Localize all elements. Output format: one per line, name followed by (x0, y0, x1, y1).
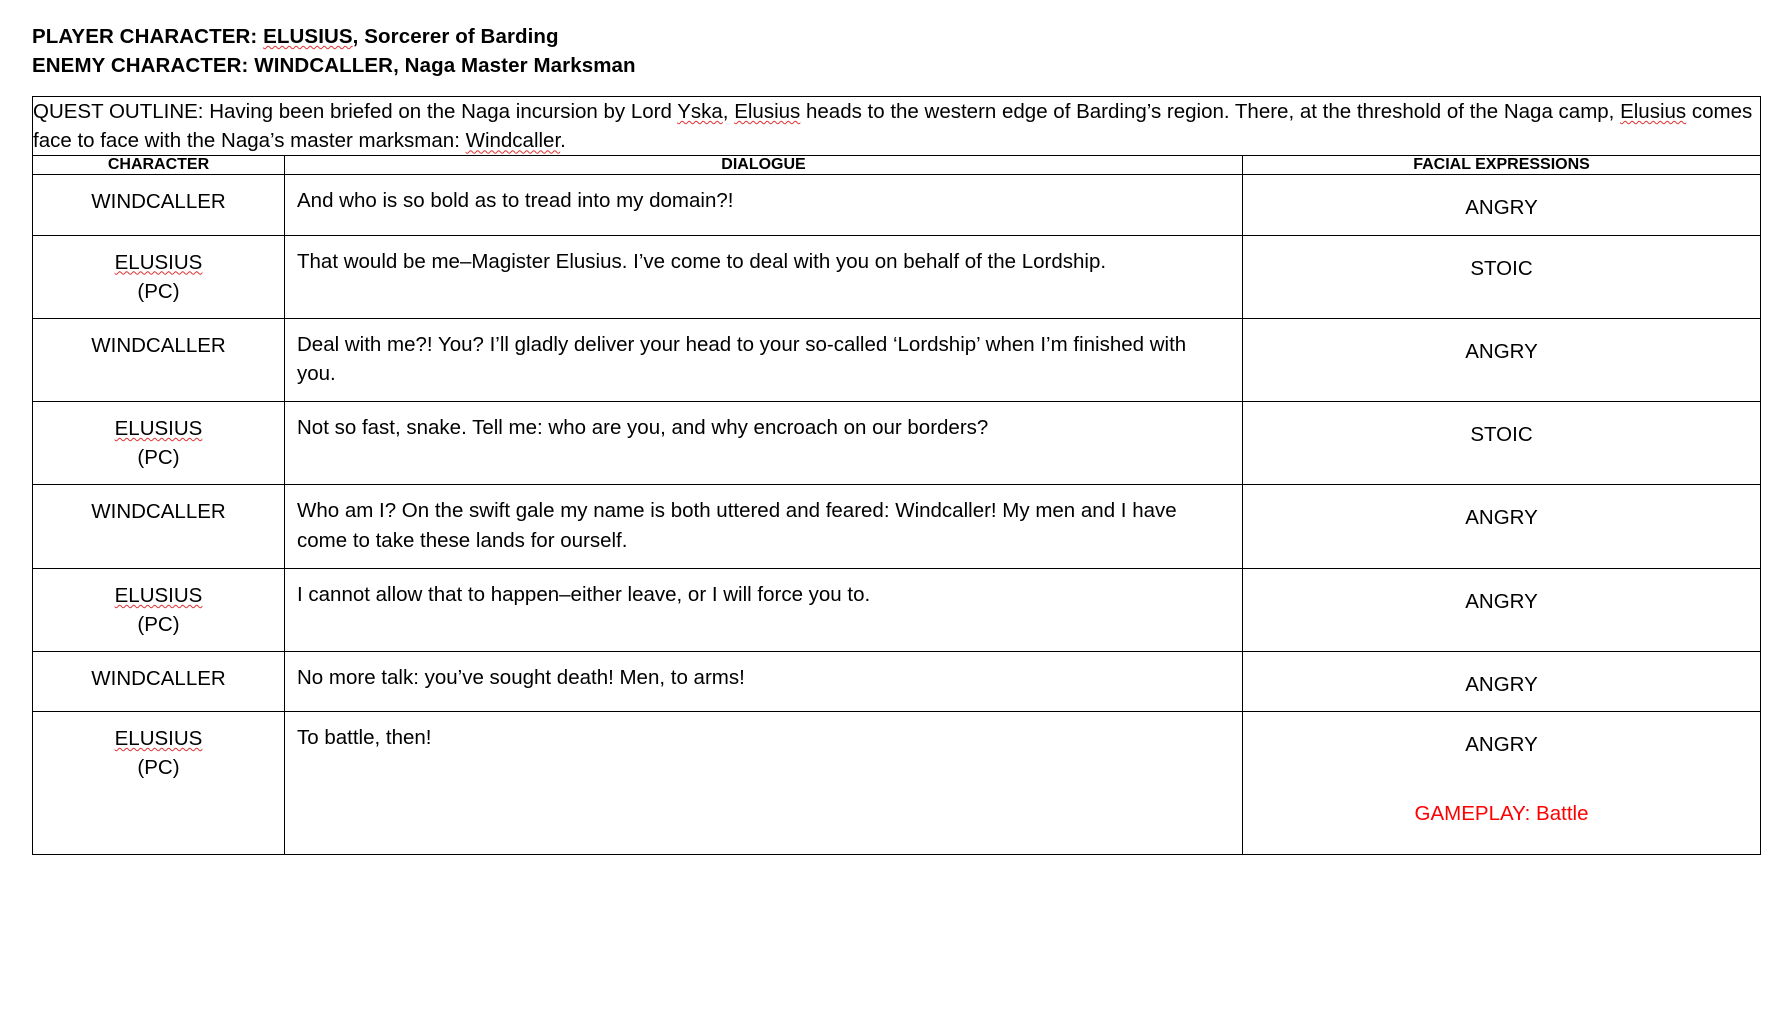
dialogue-cell: To battle, then! (285, 712, 1243, 855)
expression-label: ANGRY (1465, 673, 1538, 697)
quest-outline-misspelled-2: Elusius (734, 100, 801, 124)
character-cell (33, 485, 285, 568)
character-name: ELUSIUS (114, 583, 203, 607)
column-header-dialogue: DIALOGUE (285, 156, 1243, 175)
player-character-line (32, 22, 1762, 51)
expression-label: STOIC (1470, 423, 1533, 447)
dialogue-cell: Deal with me?! You? I’ll gladly deliver your head to your so-called ‘Lordship’ when I’m finished with you. (285, 318, 1243, 401)
quest-outline-misspelled-3: Elusius (1620, 100, 1687, 124)
quest-outline-text-2: , (722, 100, 735, 124)
expression-cell (1243, 652, 1761, 712)
column-header-facial-expressions: FACIAL EXPRESSIONS (1243, 156, 1761, 175)
expression-cell (1243, 402, 1761, 485)
dialogue-cell: Not so fast, snake. Tell me: who are you, and why encroach on our borders? (285, 402, 1243, 485)
expression-cell (1243, 712, 1761, 855)
quest-outline-row (33, 97, 1761, 156)
character-name: WINDCALLER (91, 500, 226, 524)
quest-outline-text-4: comes face to face with the Naga’s master marksman: (33, 100, 1753, 153)
dialogue-cell: That would be me–Magister Elusius. I’ve come to deal with you on behalf of the Lordship. (285, 235, 1243, 318)
character-name: WINDCALLER (91, 190, 226, 214)
enemy-character-rest: , Naga Master Marksman (393, 54, 636, 78)
character-name: ELUSIUS (114, 417, 203, 441)
character-sublabel: (PC) (137, 612, 180, 636)
character-cell (33, 652, 285, 712)
expression-cell (1243, 485, 1761, 568)
expression-cell (1243, 568, 1761, 651)
character-sublabel: (PC) (137, 279, 180, 303)
dialogue-table (32, 96, 1761, 855)
expression-cell (1243, 235, 1761, 318)
character-cell (33, 318, 285, 401)
column-header-character: CHARACTER (33, 156, 285, 175)
quest-outline-misspelled-1: Yska (677, 100, 723, 124)
enemy-character-line (32, 51, 1762, 80)
character-cell (33, 235, 285, 318)
player-character-rest: , Sorcerer of Barding (352, 25, 559, 48)
character-name: WINDCALLER (91, 667, 226, 691)
enemy-character-label: ENEMY CHARACTER: (32, 54, 249, 78)
quest-outline-text-3: heads to the western edge of Barding’s region. There, at the threshold of the Naga camp, (800, 100, 1621, 124)
quest-outline-misspelled-4: Windcaller (465, 129, 561, 153)
expression-label: STOIC (1470, 256, 1533, 280)
expression-label: ANGRY (1465, 196, 1538, 220)
quest-outline-cell (33, 97, 1761, 156)
gameplay-note: GAMEPLAY: Battle (1414, 802, 1589, 826)
expression-cell (1243, 318, 1761, 401)
expression-cell (1243, 175, 1761, 235)
expression-label: ANGRY (1465, 733, 1538, 757)
dialogue-cell: I cannot allow that to happen–either leave, or I will force you to. (285, 568, 1243, 651)
character-cell (33, 402, 285, 485)
quest-outline-label: QUEST OUTLINE: (33, 100, 204, 124)
enemy-character-name: WINDCALLER (254, 54, 394, 78)
character-sublabel: (PC) (137, 446, 180, 470)
table-row (33, 235, 1761, 318)
character-cell (33, 175, 285, 235)
table-row (33, 318, 1761, 401)
player-character-name: ELUSIUS (263, 25, 353, 48)
table-row (33, 712, 1761, 855)
dialogue-cell: No more talk: you’ve sought death! Men, to arms! (285, 652, 1243, 712)
table-row (33, 402, 1761, 485)
expression-label: ANGRY (1465, 589, 1538, 613)
expression-label: ANGRY (1465, 339, 1538, 363)
player-character-label: PLAYER CHARACTER: (32, 25, 258, 48)
dialogue-cell: And who is so bold as to tread into my domain?! (285, 175, 1243, 235)
character-name: WINDCALLER (91, 333, 226, 357)
character-name: ELUSIUS (114, 250, 203, 274)
quest-outline-text-1: Having been briefed on the Naga incursion by Lord (203, 100, 678, 124)
table-row (33, 568, 1761, 651)
dialogue-cell: Who am I? On the swift gale my name is both uttered and feared: Windcaller! My men and I have come to take these lands for ourself. (285, 485, 1243, 568)
table-row (33, 175, 1761, 235)
character-name: ELUSIUS (114, 727, 203, 751)
quest-outline-text-5: . (560, 129, 566, 153)
table-header-row (33, 156, 1761, 175)
table-row (33, 652, 1761, 712)
table-row (33, 485, 1761, 568)
character-cell (33, 712, 285, 855)
character-cell (33, 568, 285, 651)
expression-label: ANGRY (1465, 506, 1538, 530)
character-sublabel: (PC) (137, 756, 180, 780)
